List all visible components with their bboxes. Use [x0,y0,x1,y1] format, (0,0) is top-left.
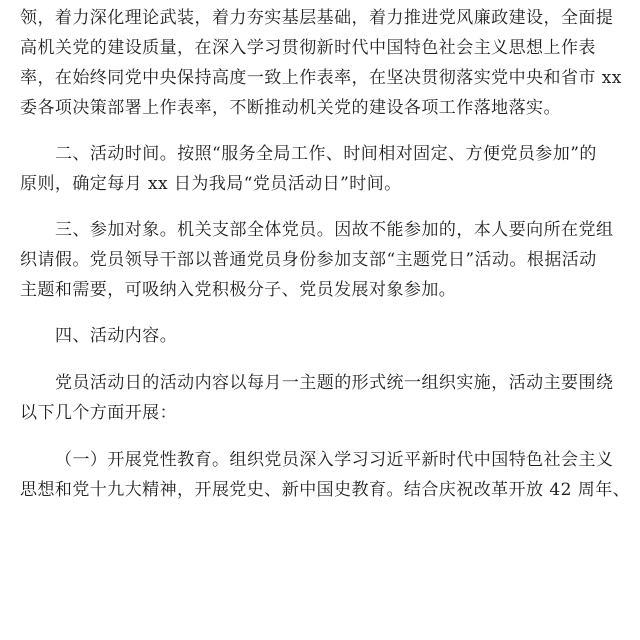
paragraph-6-line-2: 思想和党十九大精神，开展党史、新中国史教育。结合庆祝改革开放 42 周年、 [20,480,631,500]
paragraph-5-line-1: 党员活动日的活动内容以每月一主题的形式统一组织实施，活动主要围绕 [55,373,614,393]
paragraph-2-line-1: 二、活动时间。按照“服务全局工作、时间相对固定、方便党员参加”的 [55,144,597,164]
paragraph-6-line-1: （一）开展党性教育。组织党员深入学习习近平新时代中国特色社会主义 [55,450,614,470]
paragraph-1-line-3: 率，在始终同党中央保持高度一致上作表率，在坚决贯彻落实党中央和省市 xx [20,68,622,88]
paragraph-5-line-2: 以下几个方面开展： [20,403,178,423]
paragraph-2-line-2: 原则，确定每月 xx 日为我局“党员活动日”时间。 [20,174,402,194]
paragraph-1-line-1: 领，着力深化理论武装，着力夯实基层基础，着力推进党风廉政建设，全面提 [20,8,614,28]
paragraph-1-line-4: 委各项决策部署上作表率，不断推动机关党的建设各项工作落地落实。 [20,98,561,118]
paragraph-1-line-2: 高机关党的建设质量，在深入学习贯彻新时代中国特色社会主义思想上作表 [20,38,596,58]
paragraph-4-line-1: 四、活动内容。 [55,326,178,346]
paragraph-3-line-1: 三、参加对象。机关支部全体党员。因故不能参加的，本人要向所在党组 [55,220,614,240]
paragraph-3-line-3: 主题和需要，可吸纳入党积极分子、党员发展对象参加。 [20,280,457,300]
paragraph-3-line-2: 织请假。党员领导干部以普通党员身份参加支部“主题党日”活动。根据活动 [20,250,597,270]
